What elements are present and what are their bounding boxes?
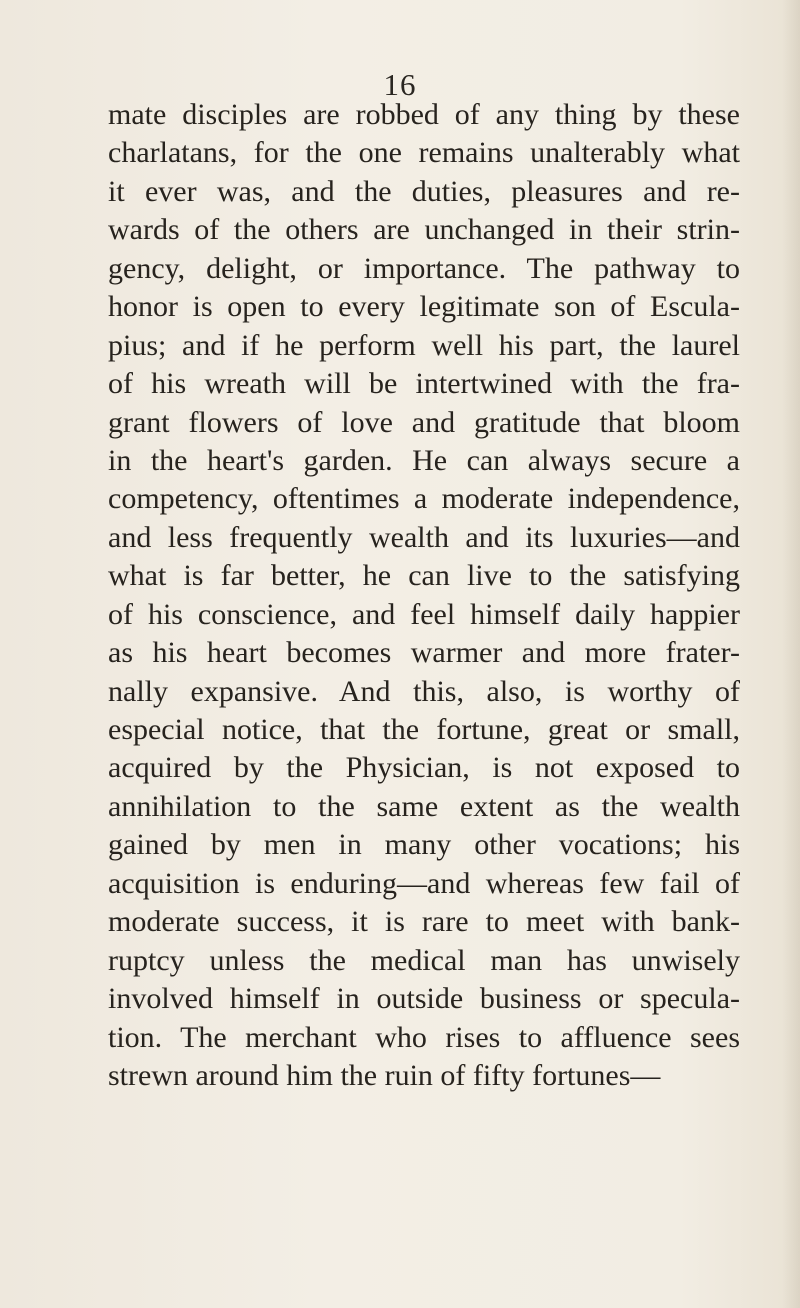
- text-line: grant flowers of love and gratitude that bloom: [108, 405, 740, 439]
- text-line: in the heart's garden. He can always secure a: [108, 443, 740, 477]
- text-line: competency, oftentimes a moderate independence,: [108, 482, 740, 516]
- text-line: charlatans, for the one remains unalterably what: [108, 136, 740, 170]
- text-line: involved himself in outside business or specula-: [108, 982, 740, 1016]
- page-edge-shadow: [782, 0, 800, 1308]
- page-number: 16: [383, 67, 417, 102]
- body-text: [108, 96, 740, 1095]
- text-line: annihilation to the same extent as the wealth: [108, 789, 740, 823]
- text-line: pius; and if he perform well his part, the laurel: [108, 328, 740, 362]
- text-line: gency, delight, or importance. The pathway to: [108, 251, 740, 285]
- text-line: as his heart becomes warmer and more frater-: [108, 636, 740, 670]
- text-line: it ever was, and the duties, pleasures and re-: [108, 174, 740, 208]
- text-line: acquired by the Physician, is not exposed to: [108, 751, 740, 785]
- text-line: especial notice, that the fortune, great or small,: [108, 713, 740, 746]
- text-line: acquisition is enduring—and whereas few fail of: [108, 866, 740, 900]
- text-line: moderate success, it is rare to meet with bank-: [108, 905, 740, 939]
- text-line: tion. The merchant who rises to affluence sees: [108, 1020, 740, 1054]
- text-line: mate disciples are robbed of any thing by these: [108, 98, 740, 131]
- text-line: honor is open to every legitimate son of Escula-: [108, 290, 740, 324]
- text-line: gained by men in many other vocations; his: [108, 828, 740, 862]
- text-line: of his wreath will be intertwined with the fra-: [108, 367, 740, 401]
- text-line: strewn around him the ruin of fifty fortunes—: [108, 1058, 661, 1092]
- text-line: wards of the others are unchanged in their strin-: [108, 213, 740, 247]
- text-line: nally expansive. And this, also, is worthy of: [108, 674, 740, 708]
- text-line: of his conscience, and feel himself daily happier: [108, 597, 740, 631]
- text-line: ruptcy unless the medical man has unwisely: [108, 943, 740, 977]
- text-line: what is far better, he can live to the satisfying: [108, 559, 740, 593]
- text-line: and less frequently wealth and its luxuries—and: [108, 520, 740, 554]
